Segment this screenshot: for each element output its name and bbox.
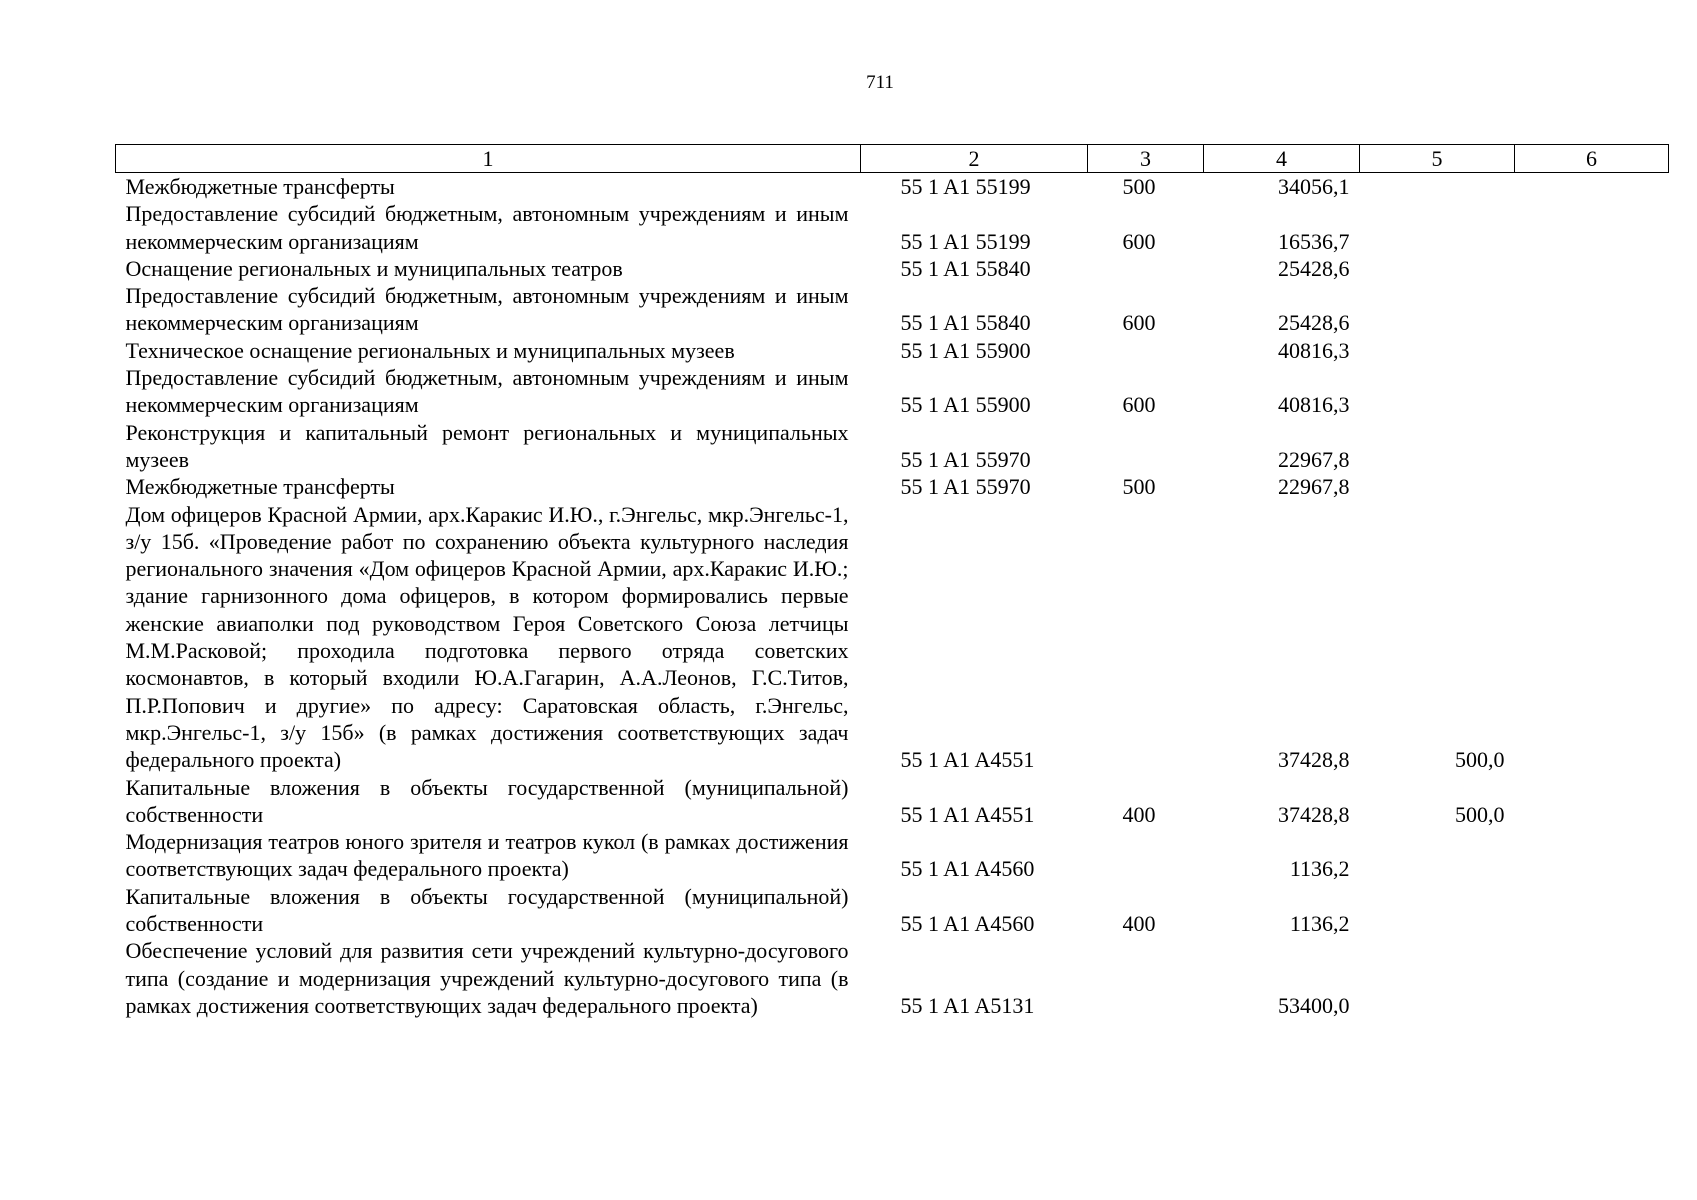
row-type: [1088, 501, 1204, 774]
row-sum2: 500,0: [1455, 747, 1505, 773]
row-code: 55 1 A1 55900: [900, 337, 1031, 363]
header-row: [116, 145, 1669, 173]
row-sum2: [1360, 473, 1515, 500]
row-code: 55 1 A1 55840: [900, 255, 1031, 281]
row-name: Оснащение региональных и муниципальных театров: [125, 255, 623, 281]
row-type: [1088, 419, 1204, 474]
row-sum3: [1515, 937, 1669, 1019]
row-type: 600: [1122, 228, 1156, 254]
table-row: [116, 364, 1669, 419]
row-type: 600: [1122, 310, 1156, 336]
row-sum2: [1360, 419, 1515, 474]
header-col-5: 5: [1360, 145, 1515, 173]
row-code: 55 1 A1 55840: [900, 310, 1031, 336]
row-sum3: [1515, 501, 1669, 774]
row-sum2: [1360, 282, 1515, 337]
row-sum3: [1515, 282, 1669, 337]
row-code: 55 1 A1 55900: [900, 392, 1031, 418]
row-sum2: [1360, 255, 1515, 282]
table-row: [116, 337, 1669, 364]
row-name: Техническое оснащение региональных и муниципальных музеев: [125, 337, 735, 363]
row-sum1: 53400,0: [1278, 992, 1350, 1018]
budget-table: [115, 144, 1669, 1019]
table-row: [116, 173, 1669, 201]
row-type: 600: [1122, 392, 1156, 418]
row-name: Межбюджетные трансферты: [125, 174, 395, 199]
row-type: [1088, 828, 1204, 883]
header-col-6: 6: [1515, 145, 1669, 173]
row-sum3: [1515, 200, 1669, 255]
table-row: [116, 774, 1669, 829]
table-header: [116, 145, 1669, 173]
table-row: [116, 255, 1669, 282]
row-name: Предоставление субсидий бюджетным, автономным учреждениям и иным некоммерческим организациям: [125, 365, 849, 418]
row-sum1: 22967,8: [1278, 446, 1350, 472]
row-name: Капитальные вложения в объекты государственной (муниципальной) собственности: [125, 883, 849, 937]
page-number: 711: [866, 72, 894, 93]
row-sum1: 40816,3: [1278, 337, 1350, 363]
row-code: 55 1 A1 A4551: [900, 747, 1035, 773]
row-name: Реконструкция и капитальный ремонт региональных и муниципальных музеев: [125, 419, 849, 472]
row-type: [1088, 937, 1204, 1019]
table-row: [116, 200, 1669, 255]
row-sum1: 34056,1: [1278, 174, 1350, 199]
row-sum1: 1136,2: [1289, 856, 1350, 882]
row-code: 55 1 A1 A5131: [900, 992, 1035, 1018]
row-code: 55 1 A1 55970: [900, 446, 1031, 472]
row-name: Капитальные вложения в объекты государственной (муниципальной) собственности: [125, 774, 849, 827]
table-row: [116, 501, 1669, 774]
row-sum3: [1515, 774, 1669, 829]
row-type: 500: [1122, 174, 1156, 199]
row-sum2: [1360, 937, 1515, 1019]
table-body: [116, 173, 1669, 1020]
row-sum2: [1360, 828, 1515, 883]
row-code: 55 1 A1 A4560: [900, 856, 1035, 882]
header-col-4: 4: [1204, 145, 1360, 173]
header-col-2: 2: [861, 145, 1088, 173]
header-col-1: 1: [116, 145, 861, 173]
row-sum3: [1515, 473, 1669, 500]
row-name: Предоставление субсидий бюджетным, автономным учреждениям и иным некоммерческим организациям: [125, 201, 849, 254]
table-row: [116, 473, 1669, 500]
row-sum2: [1360, 883, 1515, 938]
row-sum2: [1360, 200, 1515, 255]
table-row: [116, 937, 1669, 1019]
table-row: [116, 828, 1669, 883]
row-sum1: 25428,6: [1278, 255, 1350, 281]
row-name: Дом офицеров Красной Армии, арх.Каракис И.Ю., г.Энгельс, мкр.Энгельс-1, з/у 15б. «Проведение работ по сохранению объекта культурного наследия регионального значения «Дом офицеров Красной Армии, арх.Каракис И.Ю.; здание гарнизонного дома офицеров, в котором формировались первые женские авиаполки под руководством Героя Советского Союза летчицы М.М.Расковой; проходила подготовка первого отряда советских космонавтов, в который входили Ю.А.Гагарин, А.А.Леонов, Г.С.Титов, П.Р.Попович и другие» по адресу: Саратовская область, г.Энгельс, мкр.Энгельс-1, з/у 15б» (в рамках достижения соответствующих задач федерального проекта): [125, 501, 849, 773]
row-code: 55 1 A1 55199: [900, 228, 1031, 254]
row-sum1: 40816,3: [1278, 392, 1350, 418]
row-name: Обеспечение условий для развития сети учреждений культурно-досугового типа (создание и модернизация учреждений культурно-досугового типа (в рамках достижения соответствующих задач федерального проекта): [125, 938, 849, 1018]
row-code: 55 1 A1 A4551: [900, 801, 1035, 827]
row-type: 400: [1122, 801, 1156, 827]
row-code: 55 1 A1 55199: [900, 174, 1031, 199]
row-sum3: [1515, 337, 1669, 364]
row-name: Межбюджетные трансферты: [125, 474, 395, 500]
row-sum3: [1515, 883, 1669, 938]
header-col-3: 3: [1088, 145, 1204, 173]
row-sum2: 500,0: [1455, 801, 1505, 827]
row-code: 55 1 A1 55970: [900, 474, 1031, 500]
row-type: 500: [1122, 474, 1156, 500]
row-sum2: [1360, 173, 1515, 201]
table-row: [116, 419, 1669, 474]
row-sum2: [1360, 364, 1515, 419]
row-code: 55 1 A1 A4560: [900, 911, 1035, 937]
row-type: 400: [1122, 911, 1156, 937]
row-sum3: [1515, 255, 1669, 282]
row-name: Модернизация театров юного зрителя и театров кукол (в рамках достижения соответствующих задач федерального проекта): [125, 829, 849, 882]
row-sum3: [1515, 173, 1669, 201]
row-sum1: 22967,8: [1278, 474, 1350, 500]
row-sum1: 16536,7: [1278, 228, 1350, 254]
table-row: [116, 883, 1669, 938]
table-row: [116, 282, 1669, 337]
row-sum3: [1515, 364, 1669, 419]
row-sum1: 37428,8: [1278, 747, 1350, 773]
row-sum3: [1515, 419, 1669, 474]
row-sum1: 25428,6: [1278, 310, 1350, 336]
row-sum1: 37428,8: [1278, 801, 1350, 827]
row-name: Предоставление субсидий бюджетным, автономным учреждениям и иным некоммерческим организациям: [125, 283, 849, 336]
row-sum1: 1136,2: [1289, 911, 1350, 937]
row-type: [1088, 337, 1204, 364]
row-sum3: [1515, 828, 1669, 883]
row-sum2: [1360, 337, 1515, 364]
row-type: [1088, 255, 1204, 282]
